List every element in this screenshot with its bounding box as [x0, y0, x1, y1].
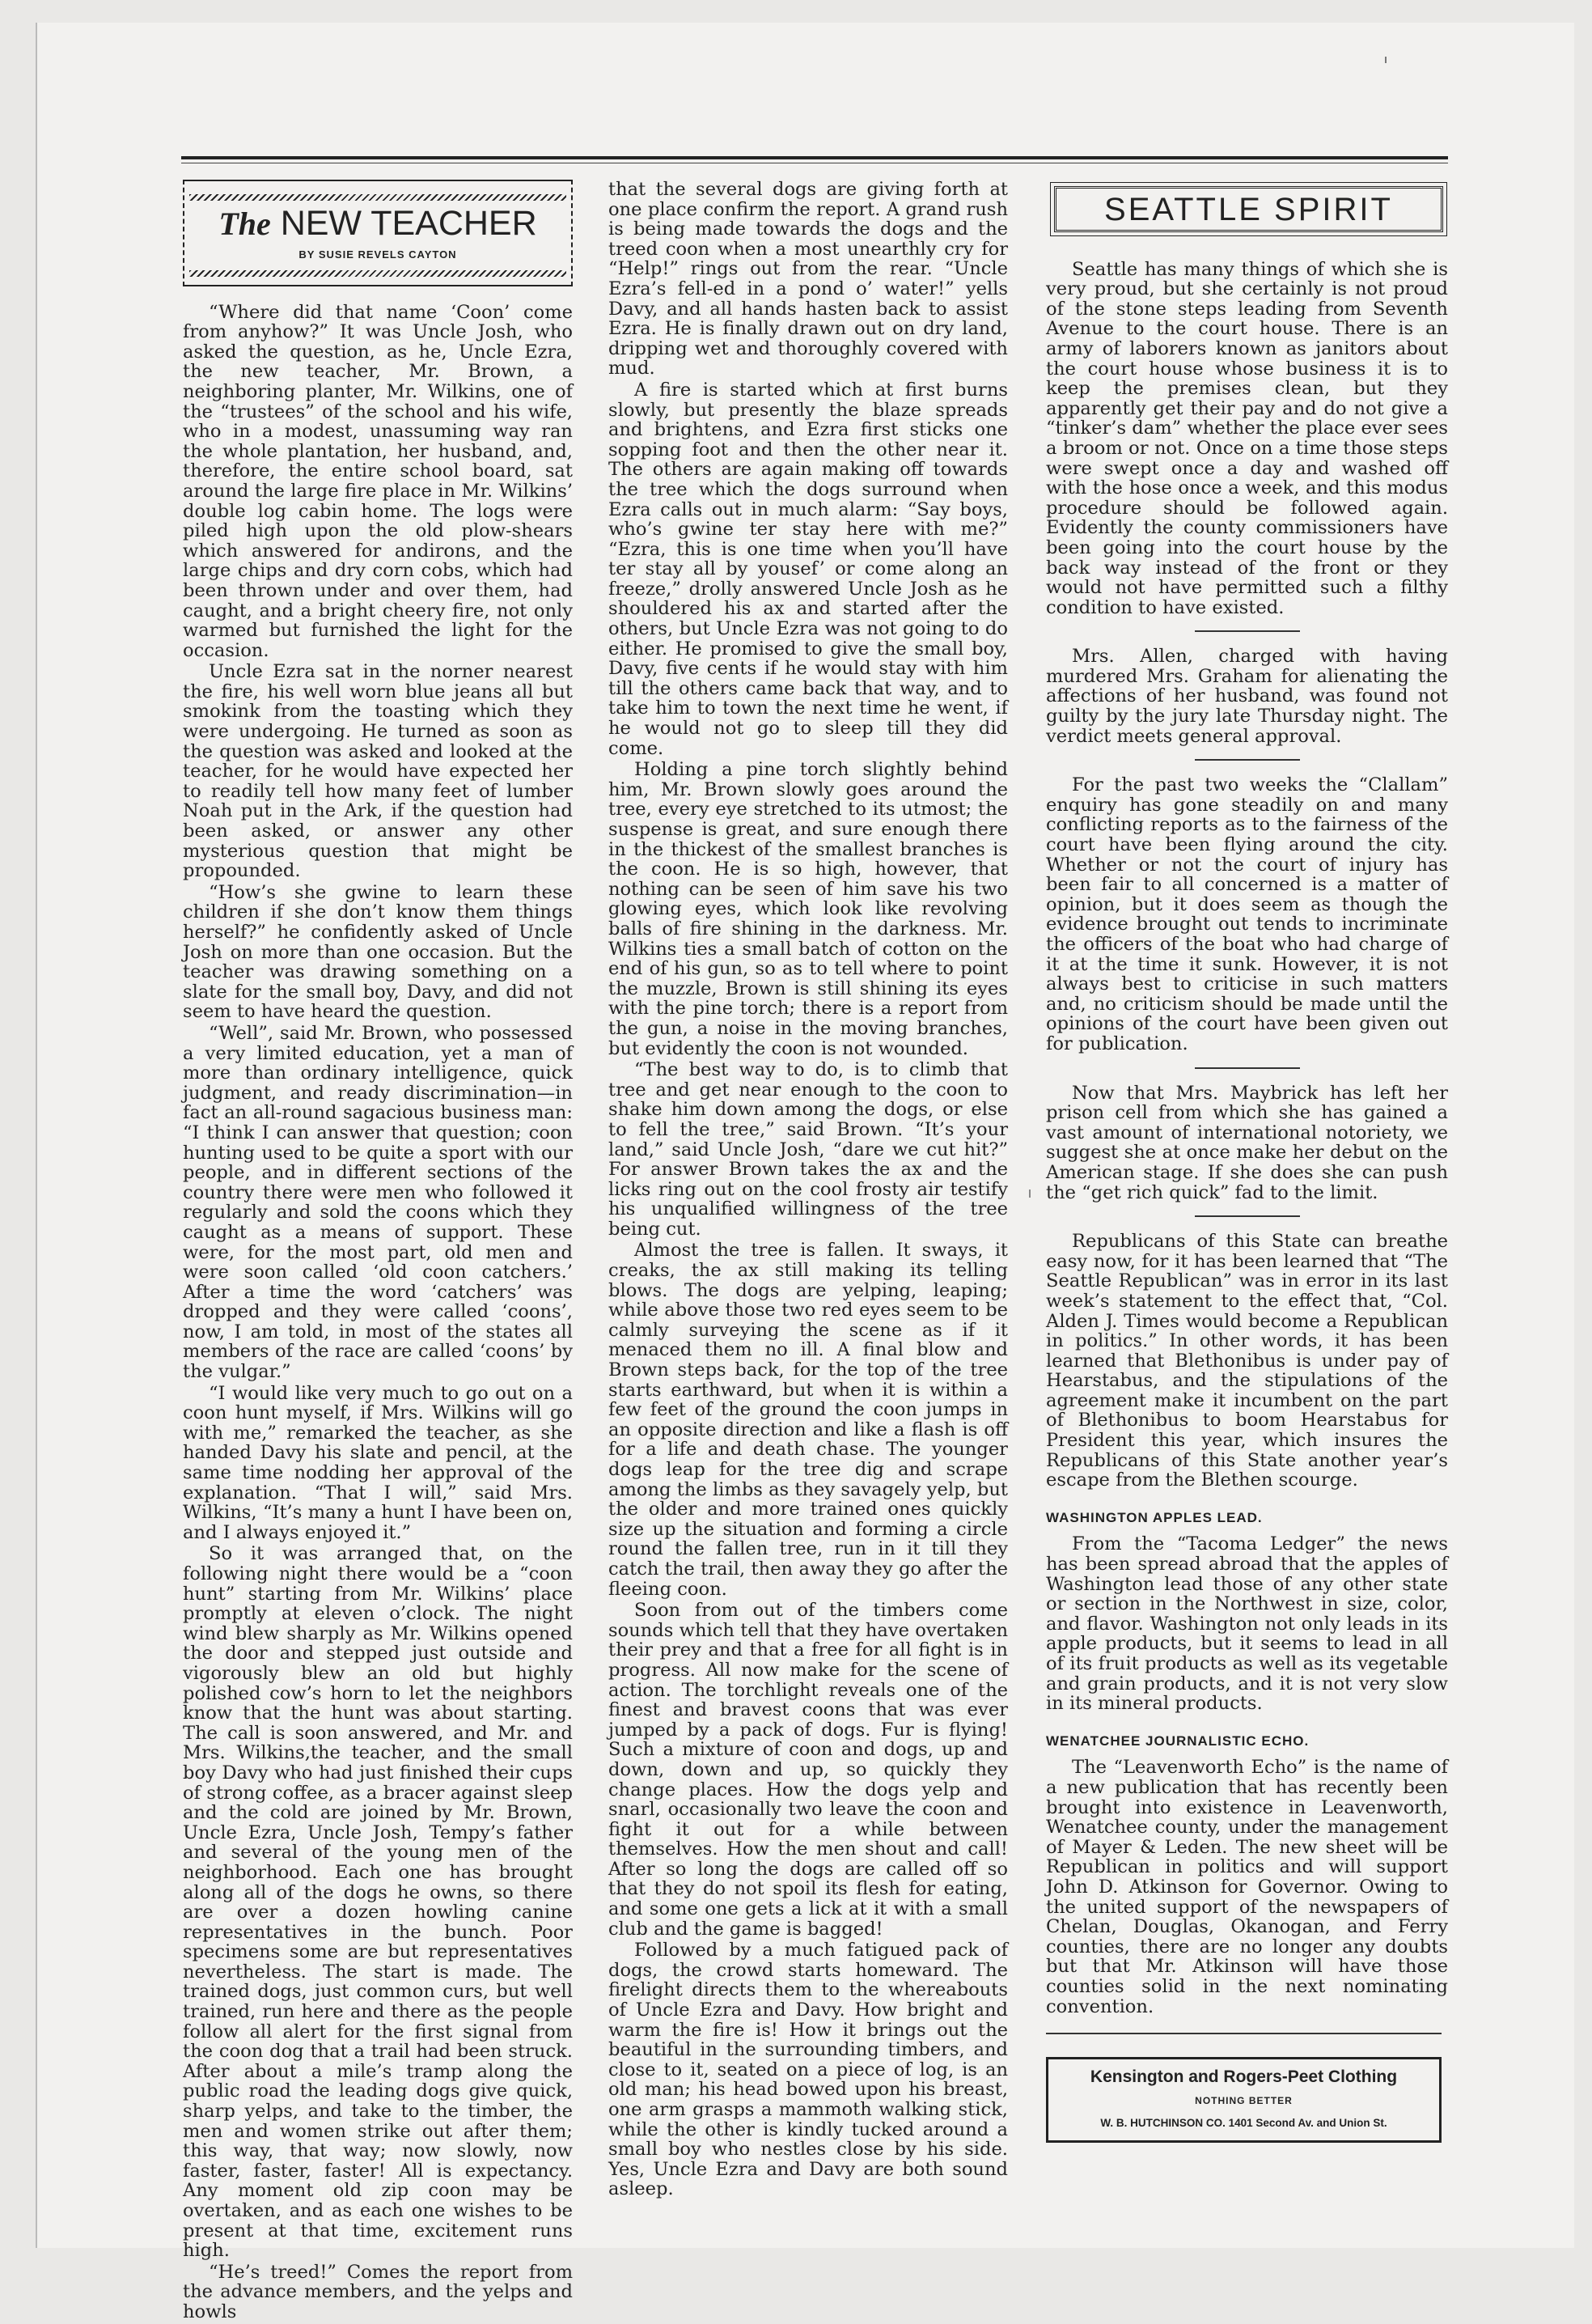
zigzag-border-top — [189, 194, 566, 201]
subheading-echo: WENATCHEE JOURNALISTIC ECHO. — [1046, 1732, 1310, 1749]
paragraph: From the “Tacoma Ledger” the news has been spread abroad that the apples of Washington lead those of any other state or section in the Northwest in size, color, and flavor. Washington not only leads in its apple products, but it seems to lead in all of its fruit products as well as its vegetable and grain products, and it is not very slow in its mineral products. — [1046, 1533, 1448, 1715]
paragraph: Almost the tree is fallen. It sways, it creaks, the ax still making its telling blows. The dogs are yelping, leaping; while above those two red eyes seem to be calmly surveying the scene as if it menaced them no ill. A final blow and Brown steps back, for the top of the tree starts earthward, but when it is within a few feet of the ground the coon jumps in an opposite direction and like a flash is off for a life and death chase. The younger dogs leap for the tree dig and scrape among the limbs as they savagely yelp, but the older and more trained ones quickly size up the situation and forming a circle round the fallen tree, run in it till they catch the trail, then away they go after the fleeing coon. — [608, 1240, 1008, 1600]
separator — [1195, 630, 1300, 632]
paragraph: “The best way to do, is to climb that tree and get near enough to the coon to shake him down among the dogs, or else to fell the tree,” said Brown. “It’s your land,” said Uncle Josh, “dare we cut hit?” For answer Brown takes the ax and the licks ring out on the cool frosty air testify his unqualified willingness of the tree being cut. — [608, 1059, 1008, 1240]
column-3 — [1046, 180, 1448, 2143]
paragraph: that the several dogs are giving forth at one place confirm the report. A grand rush is being made towards the dogs and the treed coon when a most unearthly cry for “Help!” rings out from the rear. “Uncle Ezra’s fell-ed in a pond o’ water!” yells Davy, and all hands hasten back to assist Ezra. He is finally drawn out on dry land, dripping wet and thoroughly covered with mud. — [608, 179, 1008, 380]
paragraph: The “Leavenworth Echo” is the name of a new publication that has recently been brought into existence in Leavenworth, Wenatchee county, under the management of Mayer & Leden. The new sheet will be Republican in politics and will support John D. Atkinson for Governor. Owing to the united support of the newspapers of Chelan, Douglas, Okanogan, and Ferry counties, there are no longer any doubts but that Mr. Atkinson will have those counties solid in the next nominating convention. — [1046, 1757, 1448, 2017]
stray-mark — [1029, 1190, 1031, 1198]
paragraph: Holding a pine torch slightly behind him, Mr. Brown slowly goes around the tree, every eye stretched to its utmost; the suspense is great, and sure enough there in the thickest of the smallest branches is the coon. He is so high, however, that nothing can be seen of him save his two glowing eyes, which look like revolving balls of fire shining in the darkness. Mr. Wilkins ties a small batch of cotton on the end of his gun, so as to tell where to point the muzzle, Brown is still shining its eyes with the pine torch; there is a report from the gun, a noise in the moving branches, but evidently the coon is not wounded. — [608, 759, 1008, 1059]
page-mark — [1385, 57, 1387, 63]
ad-line-2: NOTHING BETTER — [1195, 2094, 1293, 2106]
title-the: The — [218, 206, 271, 242]
ad-line-1: Kensington and Rogers-Peet Clothing — [1090, 2067, 1398, 2087]
article-title — [189, 204, 566, 244]
paragraph: “He’s treed!” Comes the report from the advance members, and the yelps and howls — [183, 2261, 573, 2322]
paragraph: Seattle has many things of which she is very proud, but she certainly is not proud of the stone steps leading from Seventh Avenue to the court house. There is an army of laborers known as janitors about the court house whose business it is to keep the premises clean, but they apparently get their pay and do not give a “tinker’s dam” whether the place ever sees a broom or not. Once on a time those steps were swept once a day and washed off with the hose once a week, and this modus procedure should be followed again. Evidently the county commissioners have been going into the court house by the back way instead of the front or they would not have permitted such a filthy condition to have existed. — [1046, 258, 1448, 618]
paragraph: “I would like very much to go out on a coon hunt myself, if Mrs. Wilkins will go with me,” remarked the teacher, as she handed Davy his slate and pencil, at the same time nodding her approval of the explanation. “That I will,” said Mrs. Wilkins, “It’s many a hunt I have been on, and I always enjoyed it.” — [183, 1382, 573, 1543]
separator — [1195, 1067, 1300, 1069]
paragraph: “How’s she gwine to learn these children if she don’t know them things herself?” he confidently asked of Uncle Josh on more than one occasion. But the teacher was drawing something on a slate for the small boy, Davy, and did not seem to have heard the question. — [183, 881, 573, 1023]
paragraph: A fire is started which at first burns slowly, but presently the blaze spreads and brightens, and Ezra first sticks one sopping foot and then the other near it. The others are again making off towards the tree which the dogs surround when Ezra calls out in much alarm: “Say boys, who’s gwine ter stay here with me?” “Ezra, this is one time when you’ll have ter stay all by yousef’ or come along an freeze,” drolly answered Uncle Josh as he shouldered his ax and started after the others, but Uncle Ezra was not going to do either. He promised to give the small boy, Davy, five cents if he would stay with him till the others came back that way, and to take him to town the next time he went, if he would not go to sleep till they did come. — [608, 379, 1008, 759]
paragraph: So it was arranged that, on the following night there would be a “coon hunt” starting from Mr. Wilkins’ place promptly at eleven o’clock. The night wind blew sharply as Mr. Wilkins opened the door and stepped just outside and vigorously blew an old but highly polished cow’s horn to let the neighbors know that the hunt was about starting. The call is soon answered, and Mr. and Mrs. Wilkins,the teacher, and the small boy Davy who had just finished their cups of strong coffee, as a bracer against sleep and the cold are joined by Mr. Brown, Uncle Ezra, Uncle Josh, Tempy’s father and several of the young men of the neighborhood. Each one has brought along all of the dogs he owns, so there are over a dozen howling canine representatives in the bunch. Poor specimens some are but representatives nevertheless. The start is made. The trained dogs, just common curs, but well trained, run here and there as the people follow all alert for the first signal from the coon dog that a trail had been struck. After about a mile’s tramp along the public road the leading dogs give quick, sharp yelps, and take to the timber, the men and women strike out after them; this way, that way; now slowly, now faster, faster, faster! All is expectancy. Any moment old zip coon may be overtaken, and as each one wishes to be present at that time, excitement runs high. — [183, 1543, 573, 2262]
column-1 — [183, 180, 573, 2324]
seattle-spirit-heading: SEATTLE SPIRIT — [1054, 186, 1443, 232]
zigzag-border-bottom — [189, 270, 566, 277]
ad-line-3: W. B. HUTCHINSON CO. 1401 Second Av. and Union St. — [1100, 2117, 1387, 2130]
title-main: NEW TEACHER — [280, 204, 537, 243]
byline: BY SUSIE REVELS CAYTON — [298, 248, 457, 261]
column-2 — [608, 180, 1008, 2201]
divider-rule — [1046, 2033, 1442, 2034]
paragraph: Soon from out of the timbers come sounds which tell that they have overtaken their prey and that a free for all fight is in progress. All now make for the scene of action. The torchlight reveals one of the finest and bravest coons that was ever jumped by a pack of dogs. Fur is flying! Such a mixture of coon and dogs, up and down, down and up, so quickly they change places. How the dogs yelp and snarl, occasionally two leave the coon and fight it out for a while between themselves. How the men shout and call! After so long the dogs are called off so that they do not spoil its flesh for eating, and some one gets a lick at it with a small club and the game is bagged! — [608, 1600, 1008, 1940]
clothing-advertisement — [1046, 2057, 1442, 2143]
new-teacher-heading — [183, 180, 573, 286]
subheading-apples: WASHINGTON APPLES LEAD. — [1046, 1509, 1263, 1525]
paragraph: Republicans of this State can breathe easy now, for it has been learned that “The Seattle Republican” was in error in its last week’s statement to the effect that, “Col. Alden J. Times would become a Republican in politics.” In other words, it has been learned that Blethonibus is under pay of Hearstabus, and the stipulations of the agreement make it incumbent on the part of Blethonibus to boom Hearstabus for President this year, which insures the Republicans of this State another year’s escape from the Blethen scourge. — [1046, 1231, 1448, 1491]
separator — [1195, 759, 1300, 761]
paragraph: “Where did that name ‘Coon’ come from anyhow?” It was Uncle Josh, who asked the question, as he, Uncle Ezra, the new teacher, Mr. Brown, a neighboring planter, Mr. Wilkins, one of the “trustees” of the school and his wife, who in a modest, unassuming way ran the whole plantation, her husband, and, therefore, the entire school board, sat around the large fire place in Mr. Wilkins’ double log cabin home. The logs were piled high upon the old plow-shears which answered for andirons, and the large chips and dry corn cobs, which had been thrown under and over them, had caught, and a bright cheery fire, not only warmed but furnished the light for the occasion. — [183, 301, 573, 661]
paragraph: “Well”, said Mr. Brown, who possessed a very limited education, yet a man of more than ordinary intelligence, quick judgment, and ready discrimination—in fact an all-round sagacious business man: “I think I can answer that question; coon hunting used to be quite a sport with our people, and in different sections of the country there were men who followed it regularly and sold the coons which they caught as a means of support. These were, for the most part, old men and were soon called ‘old coon catchers.’ After a time the word ‘catchers’ was dropped and they were called ‘coons’, now, I am told, in most of the states all members of the race are called ‘coons’ by the vulgar.” — [183, 1022, 573, 1383]
paragraph: Mrs. Allen, charged with having murdered Mrs. Graham for alienating the affections of her husband, was found not guilty by the jury late Thursday night. The verdict meets general approval. — [1046, 646, 1448, 747]
paragraph: Uncle Ezra sat in the norner nearest the fire, his well worn blue jeans all but smokink from the toasting which they were undergoing. He turned as soon as the question was asked and looked at the teacher, for he would have expected her to readily tell how many feet of lumber Noah put in the Ark, if the question had been asked, or answer any other mysterious question that might be propounded. — [183, 661, 573, 882]
top-rule — [181, 156, 1448, 159]
paragraph: For the past two weeks the “Clallam” enquiry has gone steadily on and many conflicting reports as to the fairness of the court have been flying around the city. Whether or not the court of injury has been fair to all concerned is a matter of opinion, but it does seem as though the evidence brought out tends to incriminate the officers of the boat who had charge of it at the time it sunk. However, it is not always best to criticise in such matters and, no criticism should be made until the opinions of the court have been given out for publication. — [1046, 774, 1448, 1054]
separator — [1195, 1215, 1300, 1217]
paragraph: Now that Mrs. Maybrick has left her prison cell from which she has gained a vast amount of international notoriety, we suggest she at once make her debut on the American stage. If she does she can push the “get rich quick” fad to the limit. — [1046, 1082, 1448, 1203]
paragraph: Followed by a much fatigued pack of dogs, the crowd starts homeward. The firelight directs them to the whereabouts of Uncle Ezra and Davy. How bright and warm the fire is! How it brings out the beautiful in the surrounding timbers, and close to it, seated on a piece of log, is an old man; his head bowed upon his breast, one arm grasps a mammoth walking stick, while the other is kindly tucked around a small boy who nestles close by his side. Yes, Uncle Ezra and Davy are both sound asleep. — [608, 1940, 1008, 2200]
